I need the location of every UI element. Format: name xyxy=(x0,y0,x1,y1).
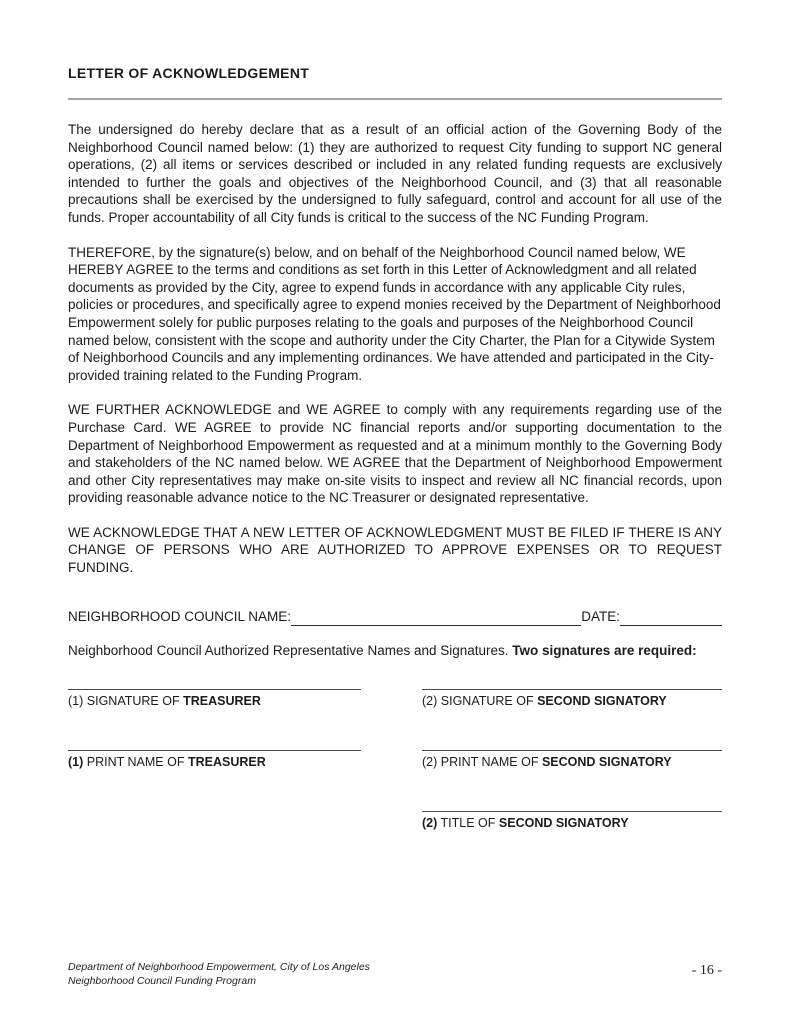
signature-row-3-spacer xyxy=(68,811,361,831)
date-blank xyxy=(620,610,722,626)
signature-row-3 xyxy=(68,811,722,831)
footer-organization xyxy=(68,961,370,988)
page-footer xyxy=(68,961,722,988)
footer-org-line1: Department of Neighborhood Empowerment, City of Los Angeles xyxy=(68,961,370,973)
signature-line-second-signatory xyxy=(422,689,722,709)
representatives-instruction xyxy=(68,642,722,660)
council-name-label: NEIGHBORHOOD COUNCIL NAME: xyxy=(68,608,292,624)
sig2-label: SIGNATURE OF xyxy=(440,694,534,709)
representatives-text: Neighborhood Council Authorized Representative Names and Signatures. xyxy=(68,642,509,658)
print-name-line-treasurer xyxy=(68,750,361,770)
signature-line-treasurer xyxy=(68,689,361,709)
signature-section xyxy=(68,689,722,831)
signature-row-1 xyxy=(68,689,722,709)
date-label: DATE: xyxy=(581,608,620,624)
print1-num: (1) xyxy=(68,755,84,770)
title-divider xyxy=(68,98,722,100)
sig2-role: SECOND SIGNATORY xyxy=(537,694,667,709)
print2-label: PRINT NAME OF xyxy=(440,755,539,770)
paragraph-further-acknowledge: WE FURTHER ACKNOWLEDGE and WE AGREE to comply with any requirements regarding use of the Purchase Card. WE AGREE to provide NC financial reports and/or supporting documentation to the Department of Neighborhood Empowerment as requested and at a minimum monthly to the Governing Body and stakeholders of the NC named below. WE AGREE that the Department of Neighborhood Empowerment and other City representatives may make on-site visits to inspect and review all NC financial records, upon providing reasonable advance notice to the NC Treasurer or designated representative. xyxy=(68,402,722,506)
print1-role: TREASURER xyxy=(187,755,266,770)
title-line-second-signatory xyxy=(422,811,722,831)
signature-row-2 xyxy=(68,750,722,770)
title2-label: TITLE OF xyxy=(440,816,496,831)
council-name-blank xyxy=(291,610,581,626)
page-number: - 16 - xyxy=(691,963,722,978)
title2-role: SECOND SIGNATORY xyxy=(498,816,629,831)
print2-role: SECOND SIGNATORY xyxy=(541,755,672,770)
title2-num: (2) xyxy=(422,816,438,831)
print-name-line-second-signatory xyxy=(422,750,722,770)
sig2-num: (2) xyxy=(422,694,438,709)
representatives-requirement: Two signatures are required: xyxy=(512,642,697,658)
print1-label: PRINT NAME OF xyxy=(86,755,185,770)
sig1-label: SIGNATURE OF xyxy=(86,694,180,709)
print2-num: (2) xyxy=(422,755,438,770)
sig1-role: TREASURER xyxy=(183,694,261,709)
paragraph-therefore: THEREFORE, by the signature(s) below, and on behalf of the Neighborhood Council named below, WE HEREBY AGREE to the terms and conditions as set forth in this Letter of Acknowledgment and all related documents as provided by the City, agree to expend funds in accordance with any applicable City rules, policies or procedures, and specifically agree to expend monies received by the Department of Neighborhood Empowerment solely for public purposes relating to the goals and purposes of the Neighborhood Council named below, consistent with the scope and authority under the City Charter, the Plan for a Citywide System of Neighborhood Councils and any implementing ordinances. We have attended and participated in the City-provided training related to the Funding Program. xyxy=(68,244,721,383)
paragraph-new-letter: WE ACKNOWLEDGE THAT A NEW LETTER OF ACKNOWLEDGMENT MUST BE FILED IF THERE IS ANY CHANGE OF PERSONS WHO ARE AUTHORIZED TO APPROVE EXPENSES OR TO REQUEST FUNDING. xyxy=(68,524,722,576)
council-name-date-row xyxy=(68,608,722,626)
page-title: LETTER OF ACKNOWLEDGEMENT xyxy=(68,65,310,81)
paragraph-declaration: The undersigned do hereby declare that as a result of an official action of the Governing Body of the Neighborhood Council named below: (1) they are authorized to request City funding to support NC general operations, (2) all items or services described or included in any related funding requests are exclusively intended to further the goals and objectives of the Neighborhood Council, and (3) that all reasonable precautions shall be exercised by the undersigned to fully safeguard, control and account for all use of the funds. Proper accountability of all City funds is critical to the success of the NC Funding Program. xyxy=(68,122,722,225)
footer-org-line2: Neighborhood Council Funding Program xyxy=(68,974,256,987)
sig1-num: (1) xyxy=(68,694,84,709)
